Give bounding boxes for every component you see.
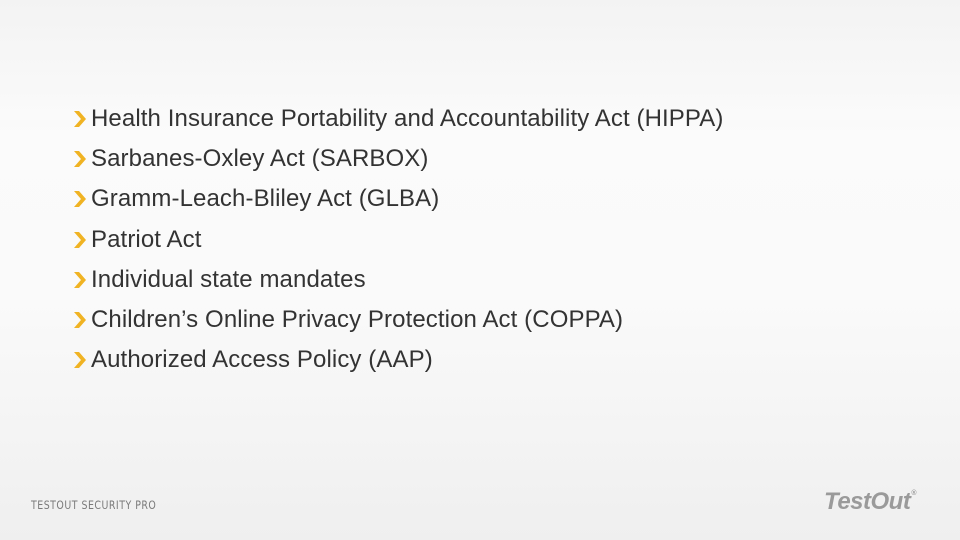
bullet-item [72, 220, 723, 260]
bullet-item [72, 179, 723, 219]
yellow-chevron-arrow-icon [72, 109, 90, 129]
bullet-text: Individual state mandates [91, 265, 366, 293]
yellow-chevron-arrow-icon [72, 189, 90, 209]
testout-logo [824, 488, 916, 516]
bullet-text: Sarbanes-Oxley Act (SARBOX) [91, 145, 429, 173]
logo-text: TestOut [824, 488, 911, 515]
bullet-text: Children’s Online Privacy Protection Act (COPPA) [91, 306, 624, 334]
bullet-item [72, 260, 723, 300]
bullet-text: Authorized Access Policy (AAP) [91, 346, 433, 374]
bullet-item [72, 340, 723, 380]
yellow-chevron-arrow-icon [72, 270, 90, 290]
bullet-item [72, 300, 723, 340]
bullet-text: Health Insurance Portability and Accountability Act (HIPPA) [91, 105, 724, 133]
bullet-list [72, 99, 723, 380]
footer-course-label: TESTOUT SECURITY PRO [31, 498, 157, 512]
bullet-item [72, 139, 723, 179]
registered-mark: ® [911, 490, 916, 497]
yellow-chevron-arrow-icon [72, 310, 90, 330]
yellow-chevron-arrow-icon [72, 350, 90, 370]
bullet-text: Gramm-Leach-Bliley Act (GLBA) [91, 185, 440, 213]
yellow-chevron-arrow-icon [72, 149, 90, 169]
yellow-chevron-arrow-icon [72, 230, 90, 250]
bullet-item [72, 99, 723, 139]
bullet-text: Patriot Act [91, 225, 202, 253]
